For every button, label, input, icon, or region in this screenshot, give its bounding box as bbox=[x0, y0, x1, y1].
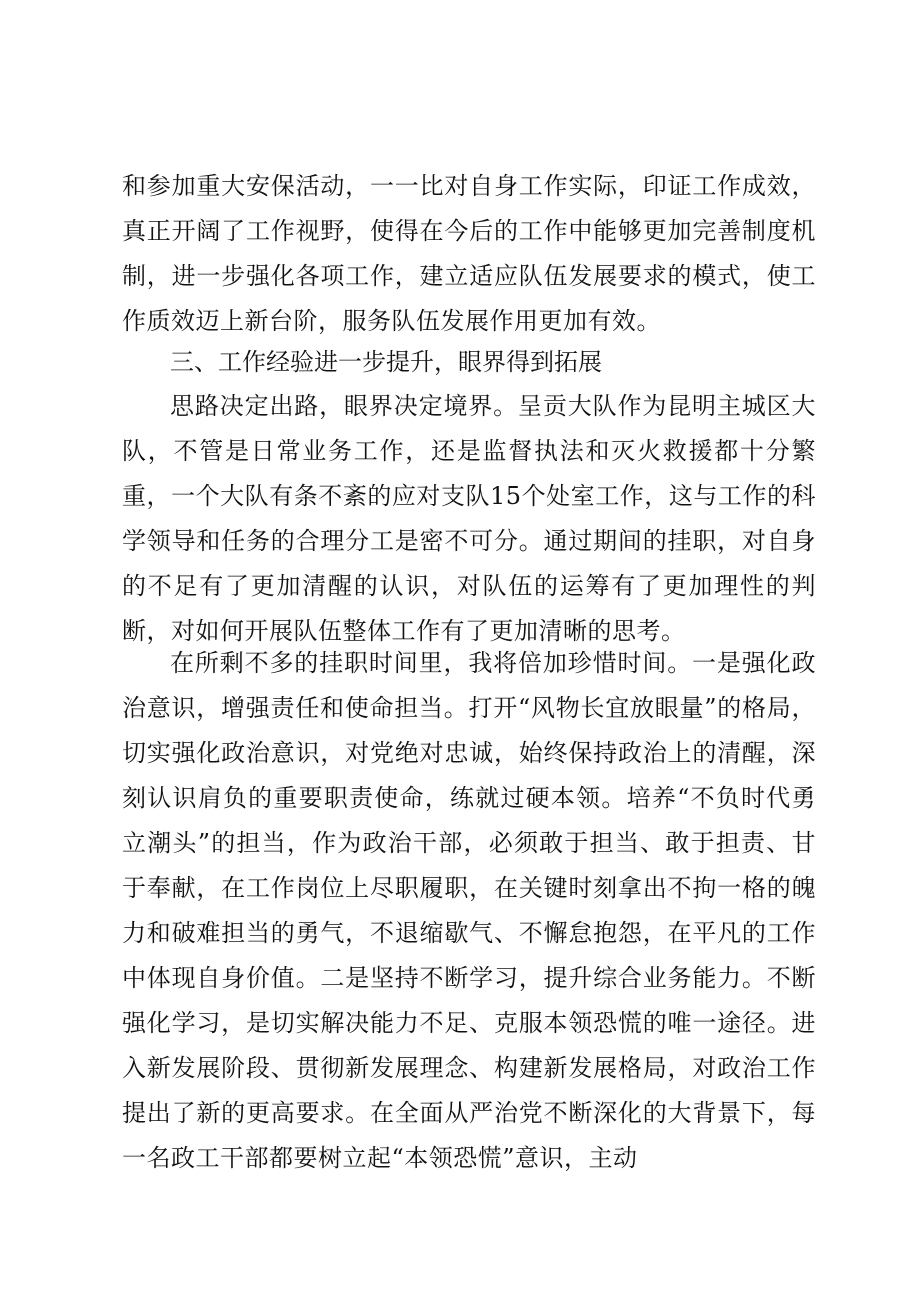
section-heading-3: 三、工作经验进一步提升，眼界得到拓展 bbox=[170, 348, 602, 376]
paragraph-continuation: 和参加重大安保活动，一一比对自身工作实际，印证工作成效，真正开阔了工作视野，使得在今后的工作中能够更加完善制度机制，进一步强化各项工作，建立适应队伍发展要求的模式，使工作质效迈上新台阶，服务队伍发展作用更加有效。 bbox=[122, 172, 816, 335]
paragraph-plan: 在所剩不多的挂职时间里，我将倍加珍惜时间。一是强化政治意识，增强责任和使命担当。打开“风物长宜放眼量”的格局，切实强化政治意识，对党绝对忠诚，始终保持政治上的清醒，深刻认识肩负的重要职责使命，练就过硬本领。培养“不负时代勇立潮头”的担当，作为政治干部，必须敢于担当、敢于担责、甘于奉献，在工作岗位上尽职履职，在关键时刻拿出不拘一格的魄力和破难担当的勇气，不退缩歇气、不懈怠抱怨，在平凡的工作中体现自身价值。二是坚持不断学习，提升综合业务能力。不断强化学习，是切实解决能力不足、克服本领恐慌的唯一途径。进入新发展阶段、贯彻新发展理念、构建新发展格局，对政治工作提出了新的更高要求。在全面从严治党不断深化的大背景下，每一名政工干部都要树立起“本领恐慌”意识，主动 bbox=[122, 649, 816, 1172]
paragraph-thinking: 思路决定出路，眼界决定境界。呈贡大队作为昆明主城区大队，不管是日常业务工作，还是监督执法和灭火救援都十分繁重，一个大队有条不紊的应对支队15个处室工作，这与工作的科学领导和任务的合理分工是密不可分。通过期间的挂职，对自身的不足有了更加清醒的认识，对队伍的运筹有了更加理性的判断，对如何开展队伍整体工作有了更加清晰的思考。 bbox=[122, 392, 816, 645]
